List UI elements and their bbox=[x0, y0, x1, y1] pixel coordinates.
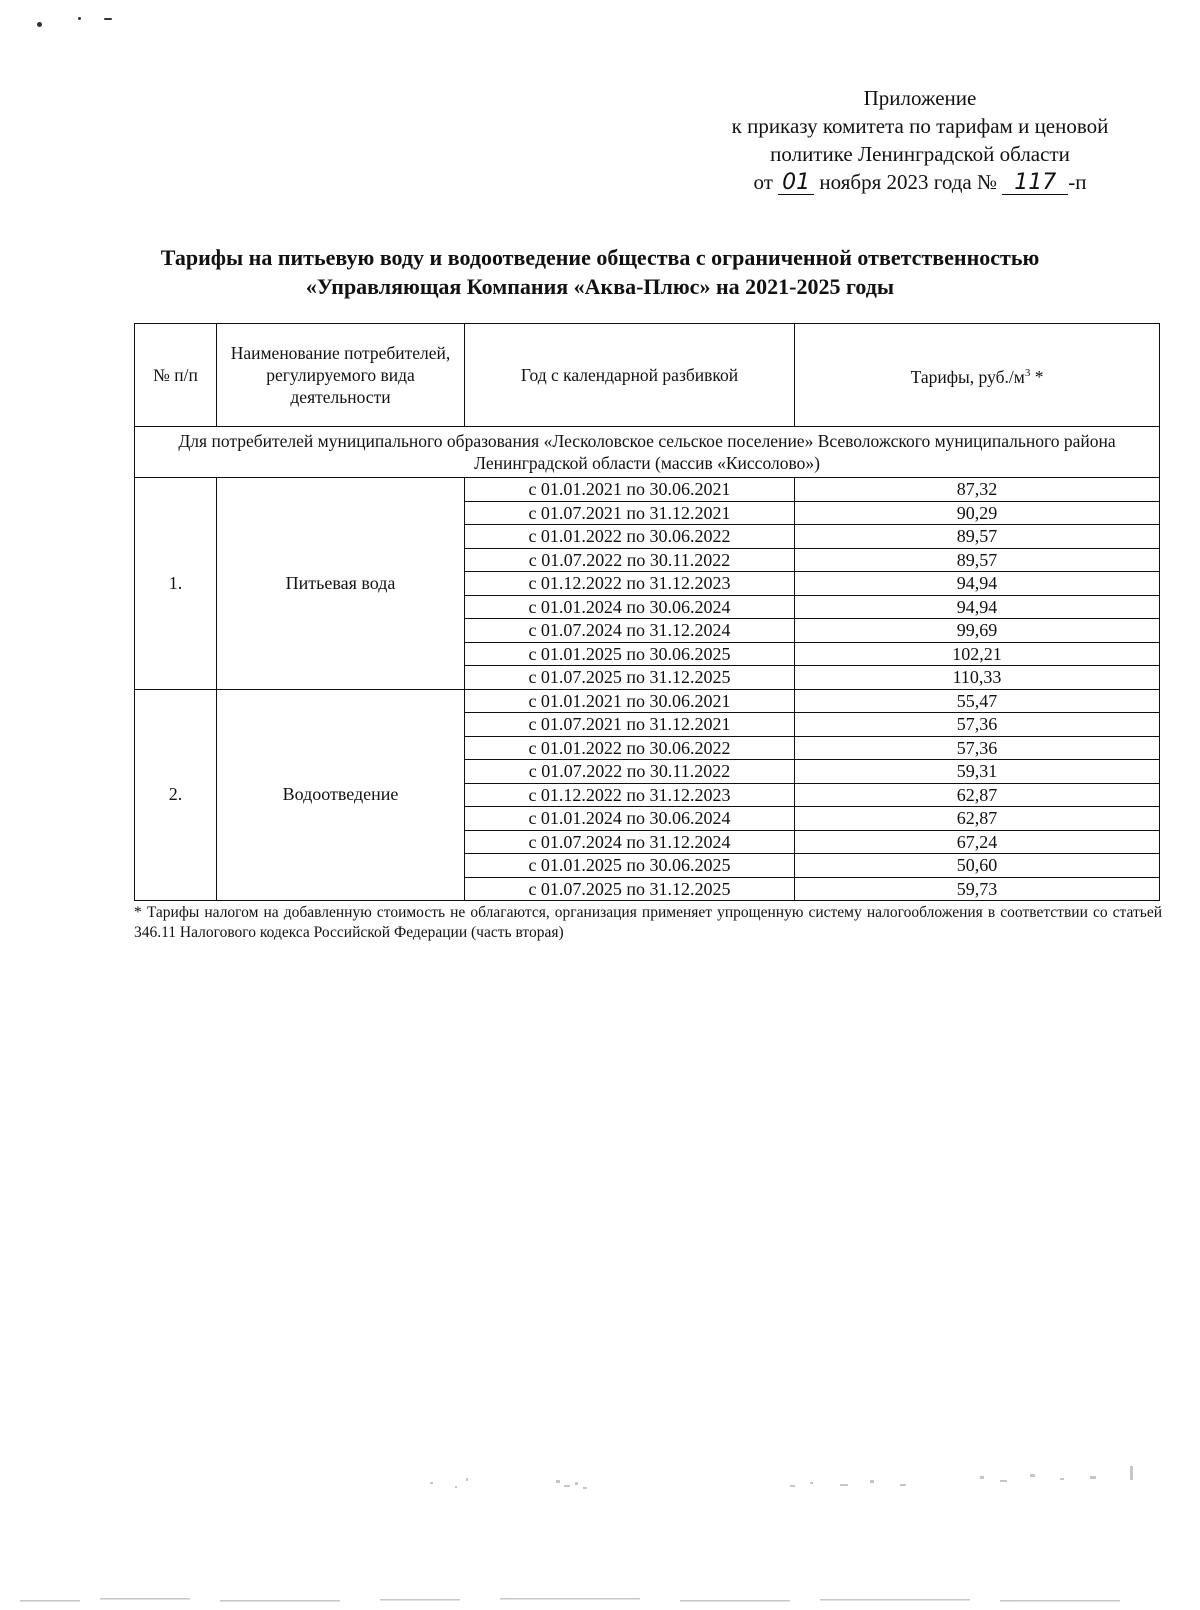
footnote: * Тарифы налогом на добавленную стоимость не облагаются, организация применяет упрощенную систему налогообложения в соответствии со статьей 346.11 Налогового кодекса Российской Федерации (часть вторая) bbox=[134, 904, 1162, 941]
table-row bbox=[135, 689, 1160, 713]
tariff-value-cell: 94,94 bbox=[795, 595, 1160, 619]
header-period: Год с календарной разбивкой bbox=[465, 324, 795, 427]
period-cell: с 01.12.2022 по 31.12.2023 bbox=[465, 783, 795, 807]
tariff-value-cell: 62,87 bbox=[795, 783, 1160, 807]
period-cell: с 01.07.2025 по 31.12.2025 bbox=[465, 877, 795, 901]
appendix-order-line bbox=[680, 168, 1160, 196]
period-cell: с 01.07.2021 по 31.12.2021 bbox=[465, 501, 795, 525]
period-cell: с 01.01.2024 по 30.06.2024 bbox=[465, 595, 795, 619]
header-tariff-superscript: 3 bbox=[1024, 367, 1031, 380]
tariff-value-cell: 67,24 bbox=[795, 830, 1160, 854]
tariff-value-cell: 99,69 bbox=[795, 619, 1160, 643]
period-cell: с 01.01.2021 по 30.06.2021 bbox=[465, 478, 795, 502]
period-cell: с 01.01.2025 по 30.06.2025 bbox=[465, 642, 795, 666]
group-number-cell: 2. bbox=[135, 689, 217, 901]
tariff-value-cell: 94,94 bbox=[795, 572, 1160, 596]
header-tariff-mark: * bbox=[1030, 366, 1044, 387]
period-cell: с 01.01.2022 по 30.06.2022 bbox=[465, 736, 795, 760]
period-cell: с 01.07.2024 по 31.12.2024 bbox=[465, 830, 795, 854]
tariff-value-cell: 57,36 bbox=[795, 736, 1160, 760]
order-date-middle: ноября 2023 года № bbox=[819, 170, 998, 194]
tariff-value-cell: 89,57 bbox=[795, 525, 1160, 549]
tariff-value-cell: 57,36 bbox=[795, 713, 1160, 737]
order-date-prefix: от bbox=[753, 170, 773, 194]
period-cell: с 01.12.2022 по 31.12.2023 bbox=[465, 572, 795, 596]
period-cell: с 01.07.2022 по 30.11.2022 bbox=[465, 548, 795, 572]
territory-cell: Для потребителей муниципального образования «Лесколовское сельское поселение» Всеволожского муниципального района Ленинградской области (массив «Киссолово») bbox=[135, 427, 1160, 478]
period-cell: с 01.01.2024 по 30.06.2024 bbox=[465, 807, 795, 831]
header-tariff-label: Тарифы, руб./м bbox=[910, 366, 1025, 387]
table-row bbox=[135, 478, 1160, 502]
period-cell: с 01.01.2025 по 30.06.2025 bbox=[465, 854, 795, 878]
appendix-title: Приложение bbox=[863, 86, 977, 110]
service-name-cell: Водоотведение bbox=[217, 689, 465, 901]
appendix-line-2: к приказу комитета по тарифам и ценовой bbox=[731, 114, 1109, 138]
document-title bbox=[100, 243, 1100, 301]
scan-speck bbox=[78, 17, 81, 20]
service-name-cell: Питьевая вода bbox=[217, 478, 465, 690]
period-cell: с 01.07.2024 по 31.12.2024 bbox=[465, 619, 795, 643]
period-cell: с 01.07.2025 по 31.12.2025 bbox=[465, 666, 795, 690]
appendix-header bbox=[680, 84, 1160, 196]
tariff-value-cell: 110,33 bbox=[795, 666, 1160, 690]
table-header-row bbox=[135, 324, 1160, 427]
tariff-value-cell: 102,21 bbox=[795, 642, 1160, 666]
territory-row bbox=[135, 427, 1160, 478]
header-num: № п/п bbox=[135, 324, 217, 427]
period-cell: с 01.07.2021 по 31.12.2021 bbox=[465, 713, 795, 737]
document-title-line-2: «Управляющая Компания «Аква-Плюс» на 2021-2025 годы bbox=[305, 274, 895, 299]
period-cell: с 01.07.2022 по 30.11.2022 bbox=[465, 760, 795, 784]
tariff-value-cell: 59,73 bbox=[795, 877, 1160, 901]
tariff-value-cell: 62,87 bbox=[795, 807, 1160, 831]
tariff-value-cell: 89,57 bbox=[795, 548, 1160, 572]
order-number-suffix: -п bbox=[1068, 170, 1087, 194]
tariff-value-cell: 55,47 bbox=[795, 689, 1160, 713]
group-number-cell: 1. bbox=[135, 478, 217, 690]
header-tariff bbox=[795, 324, 1160, 427]
tariffs-table bbox=[134, 323, 1160, 901]
tariff-value-cell: 87,32 bbox=[795, 478, 1160, 502]
document-title-line-1: Тарифы на питьевую воду и водоотведение общества с ограниченной ответственностью bbox=[160, 245, 1040, 270]
order-day-handwritten: 01 bbox=[778, 172, 814, 195]
tariff-value-cell: 90,29 bbox=[795, 501, 1160, 525]
tariff-value-cell: 59,31 bbox=[795, 760, 1160, 784]
appendix-line-3: политике Ленинградской области bbox=[770, 142, 1070, 166]
tariff-value-cell: 50,60 bbox=[795, 854, 1160, 878]
order-number-handwritten: 117 bbox=[1002, 172, 1068, 195]
period-cell: с 01.01.2021 по 30.06.2021 bbox=[465, 689, 795, 713]
scan-noise bbox=[0, 1440, 1200, 1610]
scan-speck bbox=[104, 18, 112, 20]
period-cell: с 01.01.2022 по 30.06.2022 bbox=[465, 525, 795, 549]
scan-speck bbox=[37, 22, 42, 27]
header-consumer: Наименование потребителей, регулируемого вида деятельности bbox=[217, 324, 465, 427]
